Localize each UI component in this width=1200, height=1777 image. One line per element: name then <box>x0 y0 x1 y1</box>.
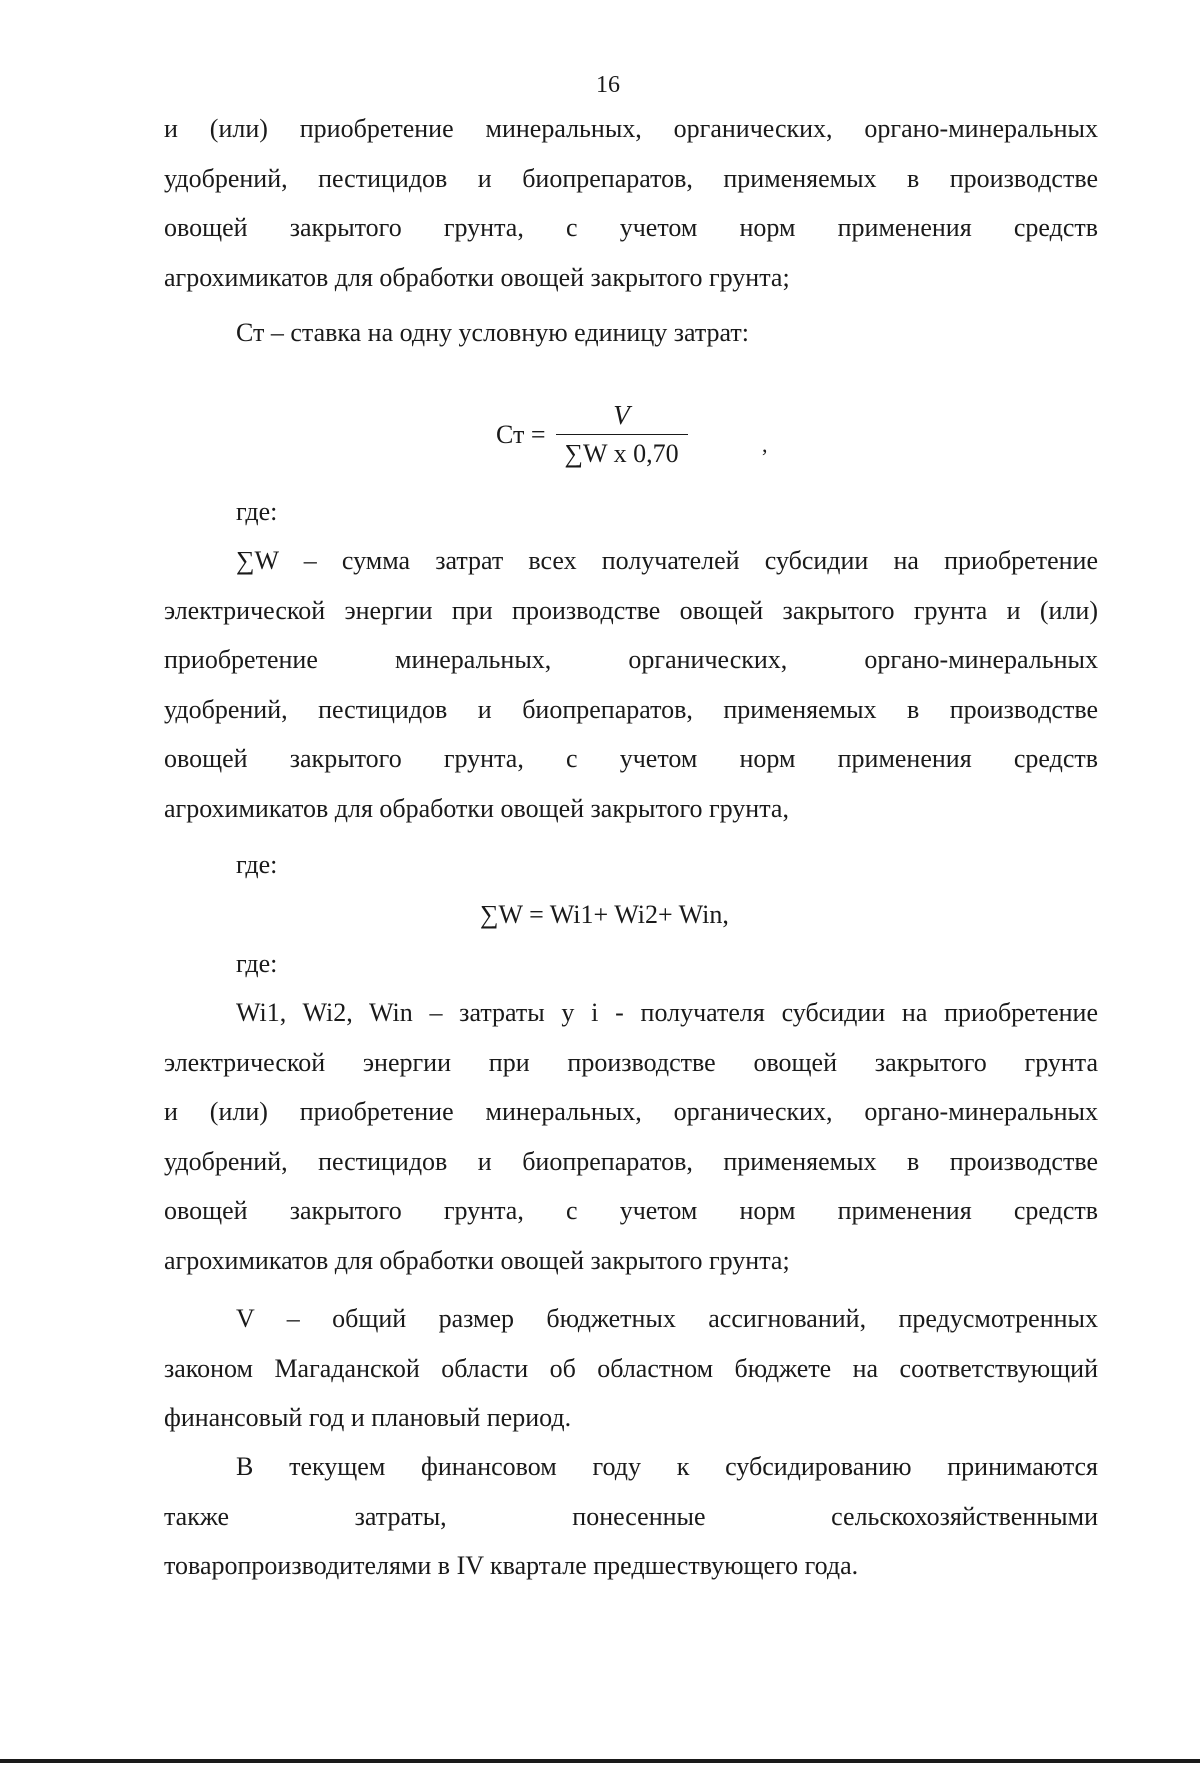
text-line: овощей закрытого грунта, с учетом норм применения средств <box>164 744 1098 773</box>
wi-definition <box>164 988 1098 1285</box>
text-line: агрохимикатов для обработки овощей закрытого грунта; <box>164 262 790 292</box>
page-number: 16 <box>596 72 620 98</box>
rate-formula-lhs: Ст = <box>496 419 546 449</box>
text-line: законом Магаданской области об областном бюджете на соответствующий <box>164 1353 1098 1383</box>
rate-formula-fraction <box>556 398 688 471</box>
text-line: агрохимикатов для обработки овощей закрытого грунта, <box>164 793 789 823</box>
paragraph-continuation <box>164 104 1098 302</box>
rate-definition: Ст – ставка на одну условную единицу затрат: <box>236 318 750 347</box>
text-line: V – общий размер бюджетных ассигнований, предусмотренных <box>236 1304 1098 1333</box>
rate-formula <box>496 398 688 471</box>
text-line: финансовый год и плановый период. <box>164 1403 572 1432</box>
text-line: и (или) приобретение минеральных, органических, органо-минеральных <box>164 114 1098 143</box>
rate-formula-comma: , <box>762 432 768 457</box>
where-label: где: <box>236 497 278 526</box>
rate-formula-numerator: V <box>613 400 630 430</box>
text-line: приобретение минеральных, органических, органо-минеральных <box>164 645 1098 674</box>
text-line: В текущем финансовом году к субсидированию принимаются <box>236 1452 1098 1481</box>
where-label: где: <box>236 949 278 978</box>
text-line: электрической энергии при производстве овощей закрытого грунта <box>164 1047 1098 1077</box>
text-line: Wi1, Wi2, Win – затраты у i - получателя субсидии на приобретение <box>236 998 1098 1027</box>
text-line: ∑W – сумма затрат всех получателей субсидии на приобретение <box>236 546 1098 575</box>
text-line: также затраты, понесенные сельскохозяйственными <box>164 1501 1098 1531</box>
final-paragraph <box>164 1442 1098 1591</box>
text-line: товаропроизводителями в IV квартале предшествующего года. <box>164 1551 859 1580</box>
bottom-rule <box>0 1759 1200 1763</box>
text-line: электрической энергии при производстве овощей закрытого грунта и (или) <box>164 595 1098 625</box>
sum-definition <box>164 536 1098 833</box>
text-line: агрохимикатов для обработки овощей закрытого грунта; <box>164 1245 790 1275</box>
text-line: удобрений, пестицидов и биопрепаратов, применяемых в производстве <box>164 163 1098 193</box>
text-line: удобрений, пестицидов и биопрепаратов, применяемых в производстве <box>164 1146 1098 1176</box>
text-line: овощей закрытого грунта, с учетом норм применения средств <box>164 213 1098 242</box>
where-label: где: <box>236 850 278 879</box>
text-line: и (или) приобретение минеральных, органических, органо-минеральных <box>164 1097 1098 1126</box>
text-line: удобрений, пестицидов и биопрепаратов, применяемых в производстве <box>164 694 1098 724</box>
v-definition <box>164 1294 1098 1443</box>
sum-formula: ∑W = Wi1+ Wi2+ Win, <box>480 900 729 929</box>
rate-formula-denominator: ∑W x 0,70 <box>564 439 679 468</box>
text-line: овощей закрытого грунта, с учетом норм применения средств <box>164 1196 1098 1225</box>
